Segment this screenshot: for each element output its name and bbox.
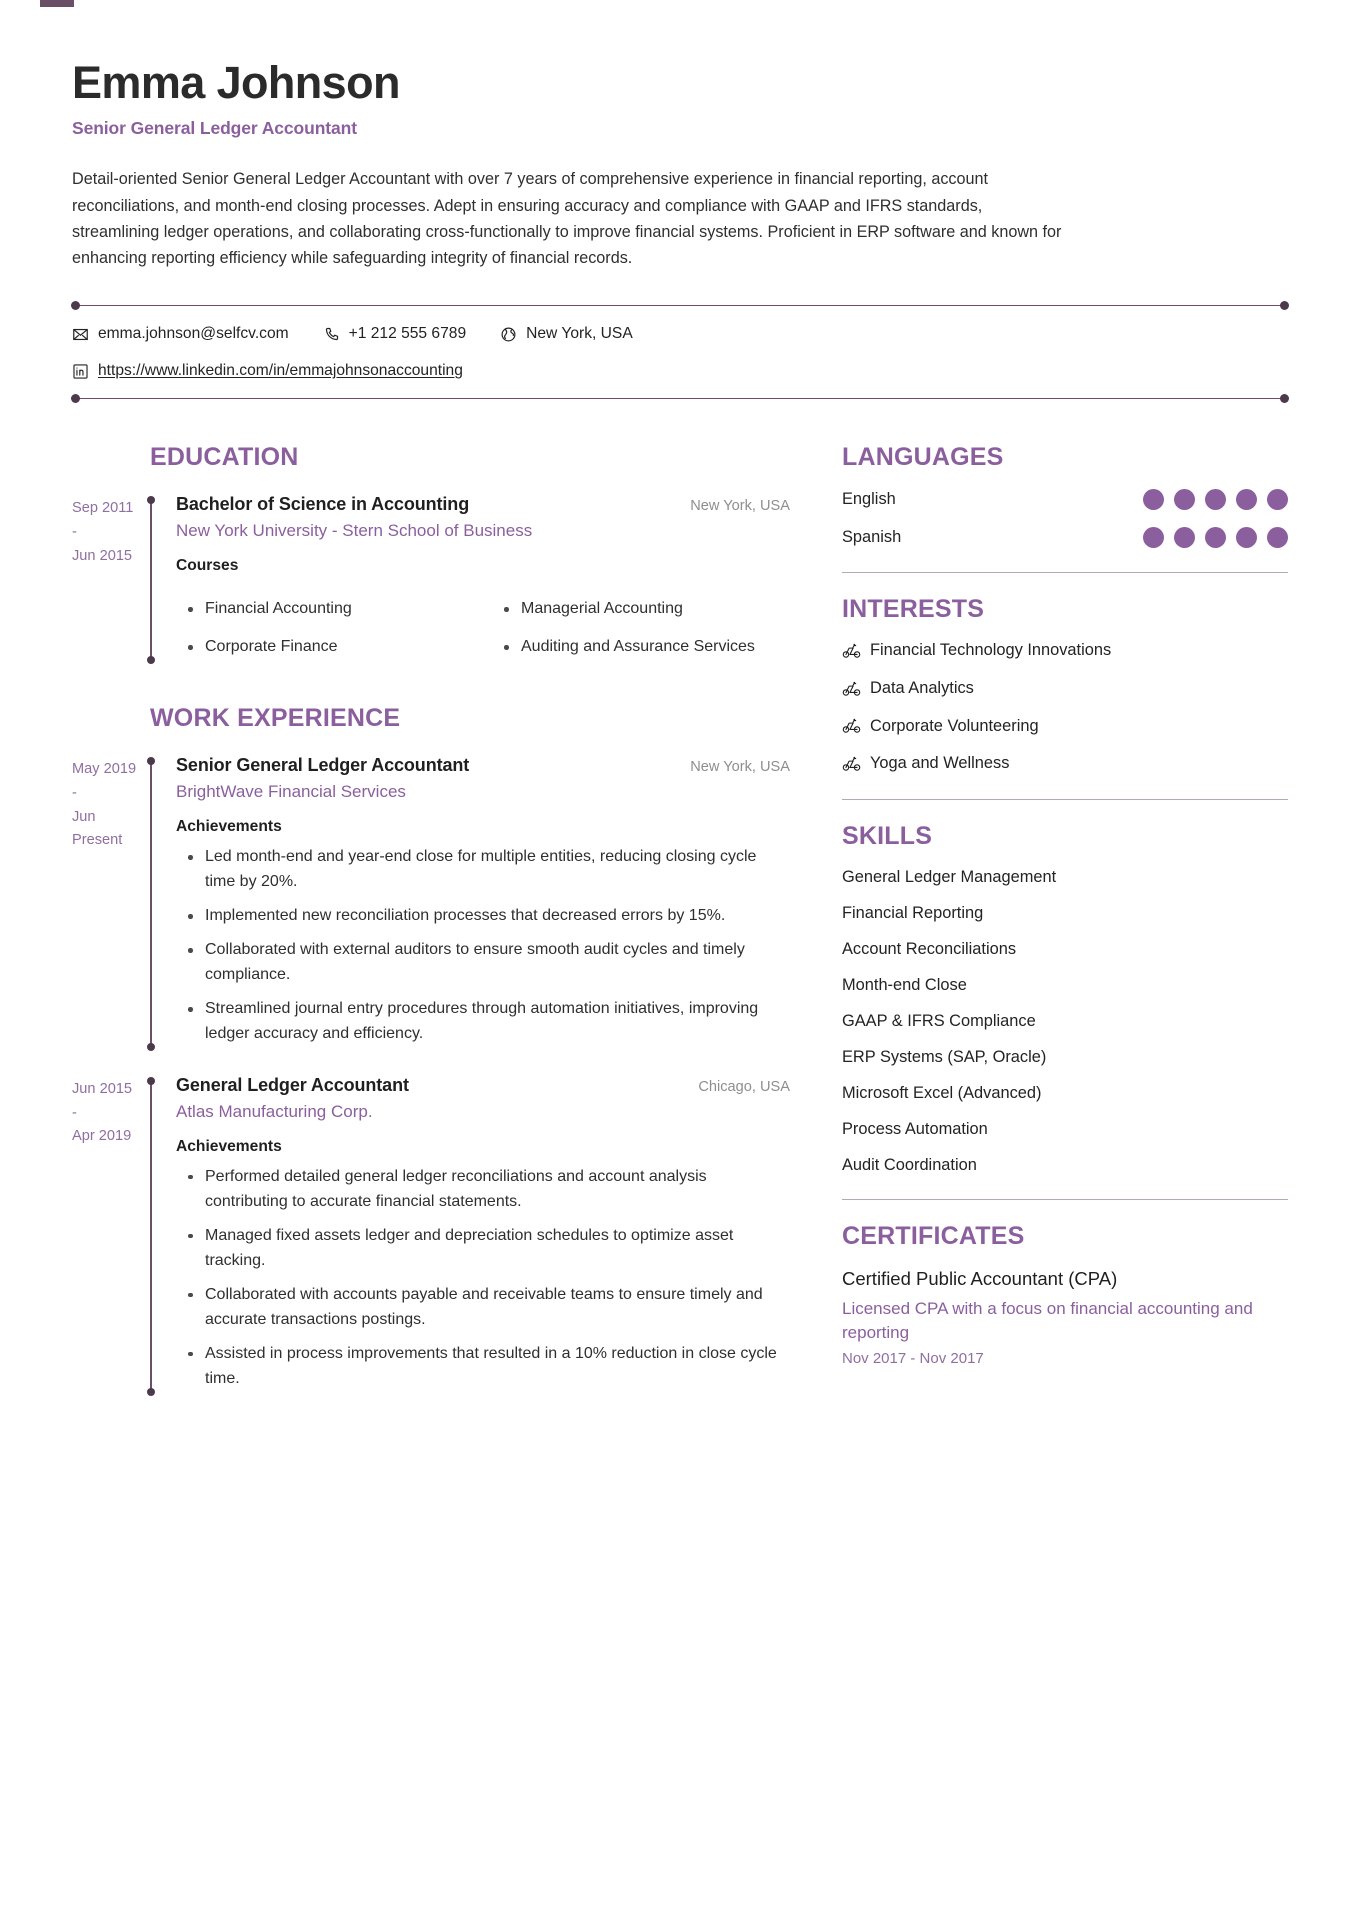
work-date-dash: - xyxy=(72,784,77,801)
language-name: English xyxy=(842,490,896,509)
professional-summary: Detail-oriented Senior General Ledger Accountant with over 7 years of comprehensive experience in financial reporting, account reconciliations, and month-end closing processes. Adept in ensuring accuracy and compliance with GAAP and IFRS standards, streamlining ledger operations, and collaborating cross-functionally to improve financial systems. Proficient in ERP software and known for enhancing reporting efficiency while safeguarding integrity of financial records. xyxy=(72,170,1062,268)
level-dot xyxy=(1267,489,1288,510)
achievement-item: Collaborated with external auditors to ensure smooth audit cycles and timely compliance. xyxy=(176,938,790,988)
skill-item: Month-end Close xyxy=(842,975,967,994)
skill-item: GAAP & IFRS Compliance xyxy=(842,1011,1036,1030)
skills-heading: SKILLS xyxy=(842,821,933,850)
work-location: Chicago, USA xyxy=(698,1078,790,1095)
sidebar-divider xyxy=(842,799,1288,800)
contact-email-text: emma.johnson@selfcv.com xyxy=(98,325,289,343)
job-title-subtitle: Senior General Ledger Accountant xyxy=(72,118,357,139)
timeline-dot-top xyxy=(147,496,155,504)
interest-item xyxy=(842,639,1288,662)
courses-column-left xyxy=(176,584,474,660)
certificate-date: Nov 2017 - Nov 2017 xyxy=(842,1350,984,1368)
achievement-item: Collaborated with accounts payable and receivable teams to ensure timely and accurate transactions postings. xyxy=(176,1283,790,1333)
education-degree: Bachelor of Science in Accounting xyxy=(176,494,470,515)
education-location: New York, USA xyxy=(690,498,790,515)
level-dot xyxy=(1143,527,1164,548)
work-experience-heading: WORK EXPERIENCE xyxy=(150,704,401,733)
contact-phone-text: +1 212 555 6789 xyxy=(348,325,467,343)
languages-section xyxy=(842,443,1288,548)
bicycle-icon xyxy=(842,754,861,773)
language-row xyxy=(842,527,1288,548)
top-accent-bar xyxy=(40,0,74,7)
work-position: Senior General Ledger Accountant xyxy=(176,755,470,776)
skills-section xyxy=(842,822,1288,1175)
contact-location xyxy=(500,324,633,344)
skill-item: Process Automation xyxy=(842,1119,988,1138)
work-date-start: Jun 2015 xyxy=(72,1080,133,1097)
page-title: Emma Johnson xyxy=(72,57,400,108)
interest-label: Financial Technology Innovations xyxy=(870,641,1112,660)
certificate-item xyxy=(842,1267,1288,1367)
level-dot xyxy=(1236,527,1257,548)
contact-phone[interactable] xyxy=(323,324,467,344)
education-entry xyxy=(72,494,790,660)
education-heading: EDUCATION xyxy=(150,443,299,472)
interest-label: Corporate Volunteering xyxy=(870,716,1039,735)
achievements-list xyxy=(176,845,790,1047)
interest-item xyxy=(842,677,1288,700)
sidebar-column xyxy=(842,443,1288,1367)
work-timeline xyxy=(150,1075,790,1392)
education-entry-dates xyxy=(72,494,150,660)
achievement-item: Performed detailed general ledger reconciliations and account analysis contributing to accurate financial statements. xyxy=(176,1165,790,1215)
work-position: General Ledger Accountant xyxy=(176,1074,409,1095)
skill-item: General Ledger Management xyxy=(842,867,1057,886)
level-dot xyxy=(1143,489,1164,510)
work-timeline xyxy=(150,755,790,1047)
contact-linkedin-link[interactable]: https://www.linkedin.com/in/emmajohnsonaccounting xyxy=(98,362,463,380)
interest-label: Data Analytics xyxy=(870,678,974,697)
education-date-end: Jun 2015 xyxy=(72,547,133,564)
achievement-item: Managed fixed assets ledger and depreciation schedules to optimize asset tracking. xyxy=(176,1224,790,1274)
main-column xyxy=(72,443,790,1391)
interest-item xyxy=(842,752,1288,775)
skill-item: ERP Systems (SAP, Oracle) xyxy=(842,1047,1047,1066)
language-level-dots xyxy=(1143,527,1288,548)
achievements-label: Achievements xyxy=(176,818,282,836)
courses-label: Courses xyxy=(176,557,239,575)
achievement-item: Streamlined journal entry procedures through automation initiatives, improving ledger accuracy and efficiency. xyxy=(176,997,790,1047)
course-item: Corporate Finance xyxy=(176,635,474,660)
work-date-end: Apr 2019 xyxy=(72,1128,132,1145)
skill-item: Account Reconciliations xyxy=(842,939,1017,958)
bicycle-icon xyxy=(842,641,861,660)
contact-location-text: New York, USA xyxy=(526,325,633,343)
timeline-dot-bottom xyxy=(147,1043,155,1051)
contact-line-secondary xyxy=(72,357,1288,385)
achievements-label: Achievements xyxy=(176,1137,282,1155)
education-section xyxy=(72,443,790,660)
interests-section xyxy=(842,595,1288,775)
course-item: Financial Accounting xyxy=(176,597,474,622)
globe-pin-icon xyxy=(500,326,517,343)
certificate-description: Licensed CPA with a focus on financial accounting and reporting xyxy=(842,1298,1253,1342)
work-date-start: May 2019 xyxy=(72,761,137,778)
bicycle-icon xyxy=(842,679,861,698)
language-row xyxy=(842,489,1288,510)
work-date-end: Jun Present xyxy=(72,808,123,849)
work-entry xyxy=(72,1075,790,1392)
education-school: New York University - Stern School of Business xyxy=(176,521,533,541)
timeline-dot-top xyxy=(147,757,155,765)
timeline-dot-top xyxy=(147,1077,155,1085)
contact-linkedin[interactable] xyxy=(72,361,463,381)
contact-line-primary xyxy=(72,320,1288,348)
level-dot xyxy=(1174,489,1195,510)
achievement-item: Assisted in process improvements that resulted in a 10% reduction in close cycle time. xyxy=(176,1342,790,1392)
contact-top-divider xyxy=(72,305,1288,306)
work-date-dash: - xyxy=(72,1104,77,1121)
courses-grid xyxy=(176,575,790,660)
course-item: Auditing and Assurance Services xyxy=(492,635,790,660)
work-entry xyxy=(72,755,790,1047)
level-dot xyxy=(1267,527,1288,548)
certificates-section xyxy=(842,1222,1288,1367)
work-entry-dates xyxy=(72,1075,150,1392)
work-entry-dates xyxy=(72,755,150,1047)
level-dot xyxy=(1236,489,1257,510)
achievement-item: Implemented new reconciliation processes that decreased errors by 15%. xyxy=(176,904,790,929)
achievement-item: Led month-end and year-end close for multiple entities, reducing closing cycle time by 20%. xyxy=(176,845,790,895)
languages-heading: LANGUAGES xyxy=(842,443,1004,472)
resume-header xyxy=(0,0,1350,271)
interests-heading: INTERESTS xyxy=(842,595,985,624)
sidebar-divider xyxy=(842,572,1288,573)
bicycle-icon xyxy=(842,716,861,735)
skill-item: Microsoft Excel (Advanced) xyxy=(842,1083,1042,1102)
timeline-dot-bottom xyxy=(147,1388,155,1396)
achievements-list xyxy=(176,1165,790,1392)
work-company: Atlas Manufacturing Corp. xyxy=(176,1101,373,1121)
timeline-dot-bottom xyxy=(147,656,155,664)
level-dot xyxy=(1205,527,1226,548)
education-timeline xyxy=(150,494,790,660)
skill-item: Financial Reporting xyxy=(842,903,984,922)
phone-icon xyxy=(323,326,340,343)
contact-section xyxy=(0,305,1350,399)
work-experience-section xyxy=(72,704,790,1391)
certificate-name: Certified Public Accountant (CPA) xyxy=(842,1267,1118,1289)
courses-column-right xyxy=(492,584,790,660)
work-location: New York, USA xyxy=(690,759,790,776)
language-name: Spanish xyxy=(842,528,902,547)
language-level-dots xyxy=(1143,489,1288,510)
education-date-start: Sep 2011 xyxy=(72,500,134,517)
work-company: BrightWave Financial Services xyxy=(176,782,406,802)
level-dot xyxy=(1205,489,1226,510)
certificates-heading: CERTIFICATES xyxy=(842,1221,1025,1250)
course-item: Managerial Accounting xyxy=(492,597,790,622)
skill-item: Audit Coordination xyxy=(842,1155,977,1174)
contact-email[interactable] xyxy=(72,324,289,344)
level-dot xyxy=(1174,527,1195,548)
sidebar-divider xyxy=(842,1199,1288,1200)
interest-item xyxy=(842,715,1288,738)
interest-label: Yoga and Wellness xyxy=(870,754,1010,773)
contact-bottom-divider xyxy=(72,398,1288,399)
linkedin-icon xyxy=(72,363,89,380)
envelope-icon xyxy=(72,326,89,343)
education-date-dash: - xyxy=(72,523,77,540)
